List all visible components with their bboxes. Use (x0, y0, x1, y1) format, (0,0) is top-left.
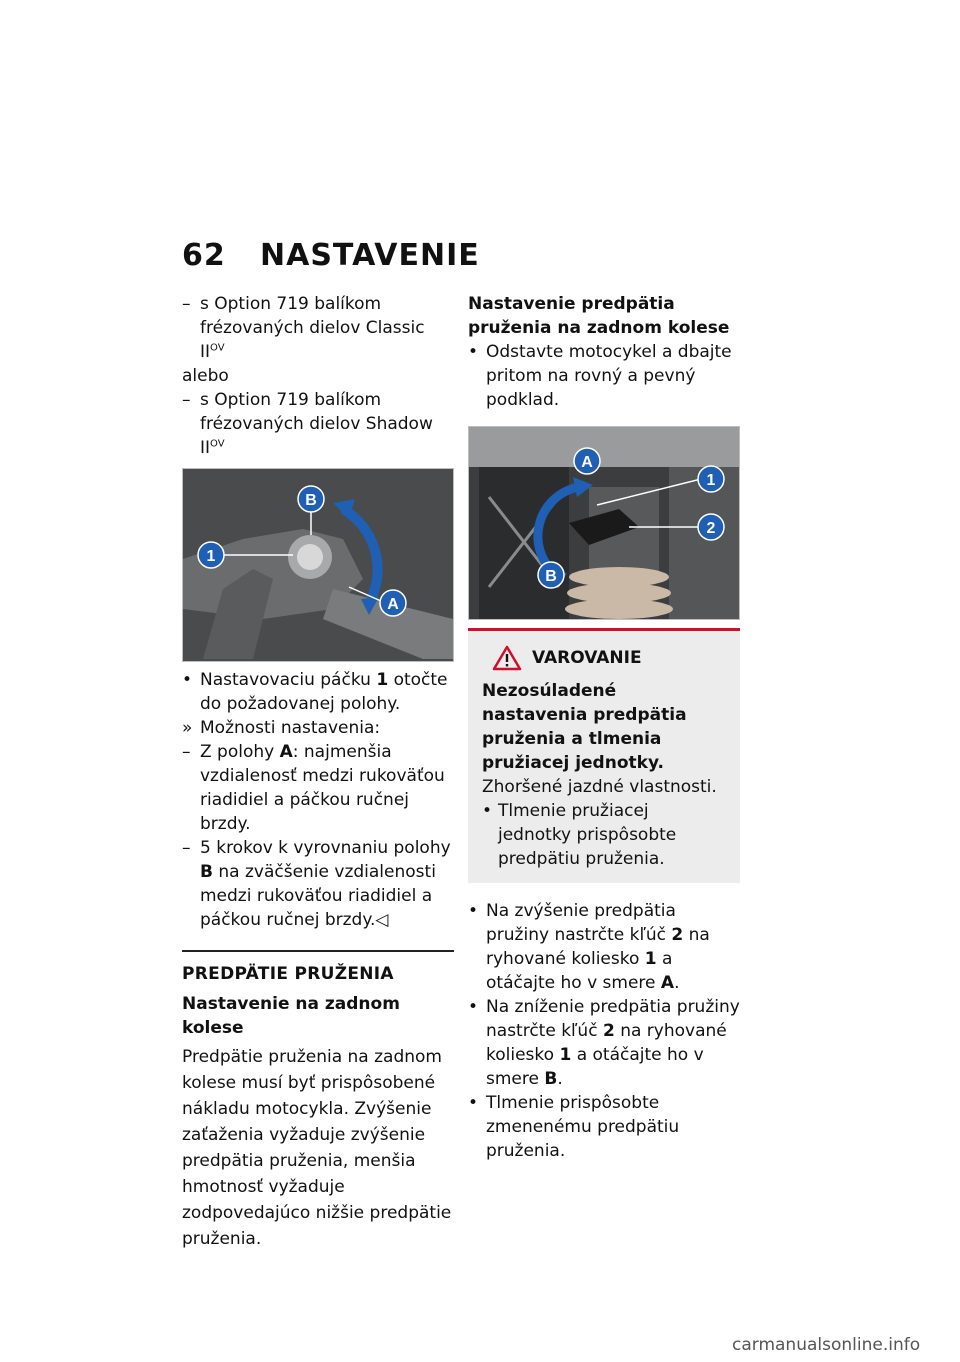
page-number: 62 (182, 238, 226, 273)
figure2-label-b: B (545, 568, 557, 585)
option-separator: alebo (182, 366, 229, 386)
figure2-label-1: 1 (706, 472, 716, 489)
shock-absorber-illustration (469, 427, 739, 619)
option-classic: – s Option 719 balíkom frézovaných dielov Classic $II^{OV}$ (182, 294, 425, 362)
warning-triangle-icon (492, 645, 522, 671)
step-adjust-damping: • Tlmenie prispôsobte zmenenému predpätiu pruženia. (468, 1093, 680, 1161)
figure1-label-1: 1 (206, 548, 216, 565)
step-rotate-lever: • Nastavovaciu páčku 1 otočte do požadovanej polohy. (182, 670, 448, 714)
figure1-label-b: B (305, 492, 317, 509)
figure2-label-a: A (581, 454, 593, 471)
figure2-label-2: 2 (706, 520, 716, 537)
subsection-title-right: Nastavenie predpätia pruženia na zadnom kolese (468, 294, 730, 338)
watermark: carmanualsonline.info (732, 1335, 921, 1355)
step-decrease-preload: • Na zníženie predpätia pružiny nastrčte kľúč 2 na ryhované koliesko 1 a otáčajte ho v smere B. (468, 997, 740, 1089)
page-header (182, 238, 480, 273)
section-title: PREDPÄTIE PRUŽENIA (182, 964, 394, 984)
result-options: » Možnosti nastavenia: (182, 718, 381, 738)
step-park-motorcycle: • Odstavte motocykel a dbajte pritom na rovný a pevný podklad. (468, 342, 732, 410)
shock-absorber-figure (468, 426, 740, 620)
position-b: – 5 krokov k vyrovnaniu polohy B na zväčšenie vzdialenosti medzi rukoväťou riadidiel a páčkou ručnej brzdy.◁ (182, 838, 451, 930)
brake-lever-figure (182, 468, 454, 662)
brake-lever-illustration (183, 469, 453, 661)
warning-label: VAROVANIE (532, 648, 642, 668)
figure1-label-a: A (387, 596, 399, 613)
warning-remedy: • Tlmenie pružiacej jednotky prispôsobte predpätiu pruženia. (482, 801, 677, 869)
section-divider (182, 950, 454, 952)
warning-box (468, 628, 740, 883)
position-a: – Z polohy A: najmenšia vzdialenosť medzi rukoväťou riadidiel a páčkou ručnej brzdy. (182, 742, 445, 834)
warning-title: Nezosúladené nastavenia predpätia pruženia a tlmenia pružiacej jednotky. (482, 681, 687, 773)
preload-paragraph: Predpätie pruženia na zadnom kolese musí byť prispôsobené nákladu motocykla. Zvýšenie zaťaženia vyžaduje zvýšenie predpätia pruženia, menšia hmotnosť vyžaduje zodpovedajúco nižšie predpätie pruženia. (182, 1047, 452, 1249)
warning-consequence: Zhoršené jazdné vlastnosti. (482, 777, 717, 797)
step-increase-preload: • Na zvýšenie predpätia pružiny nastrčte kľúč 2 na ryhované koliesko 1 a otáčajte ho v smere A. (468, 901, 710, 993)
page-title: NASTAVENIE (260, 238, 480, 273)
option-shadow: – s Option 719 balíkom frézovaných dielov Shadow $II^{OV}$ (182, 390, 433, 458)
left-column (182, 292, 454, 1252)
subsection-title-left: Nastavenie na zadnom kolese (182, 994, 400, 1038)
right-column (468, 292, 740, 1163)
warning-header (492, 645, 726, 671)
